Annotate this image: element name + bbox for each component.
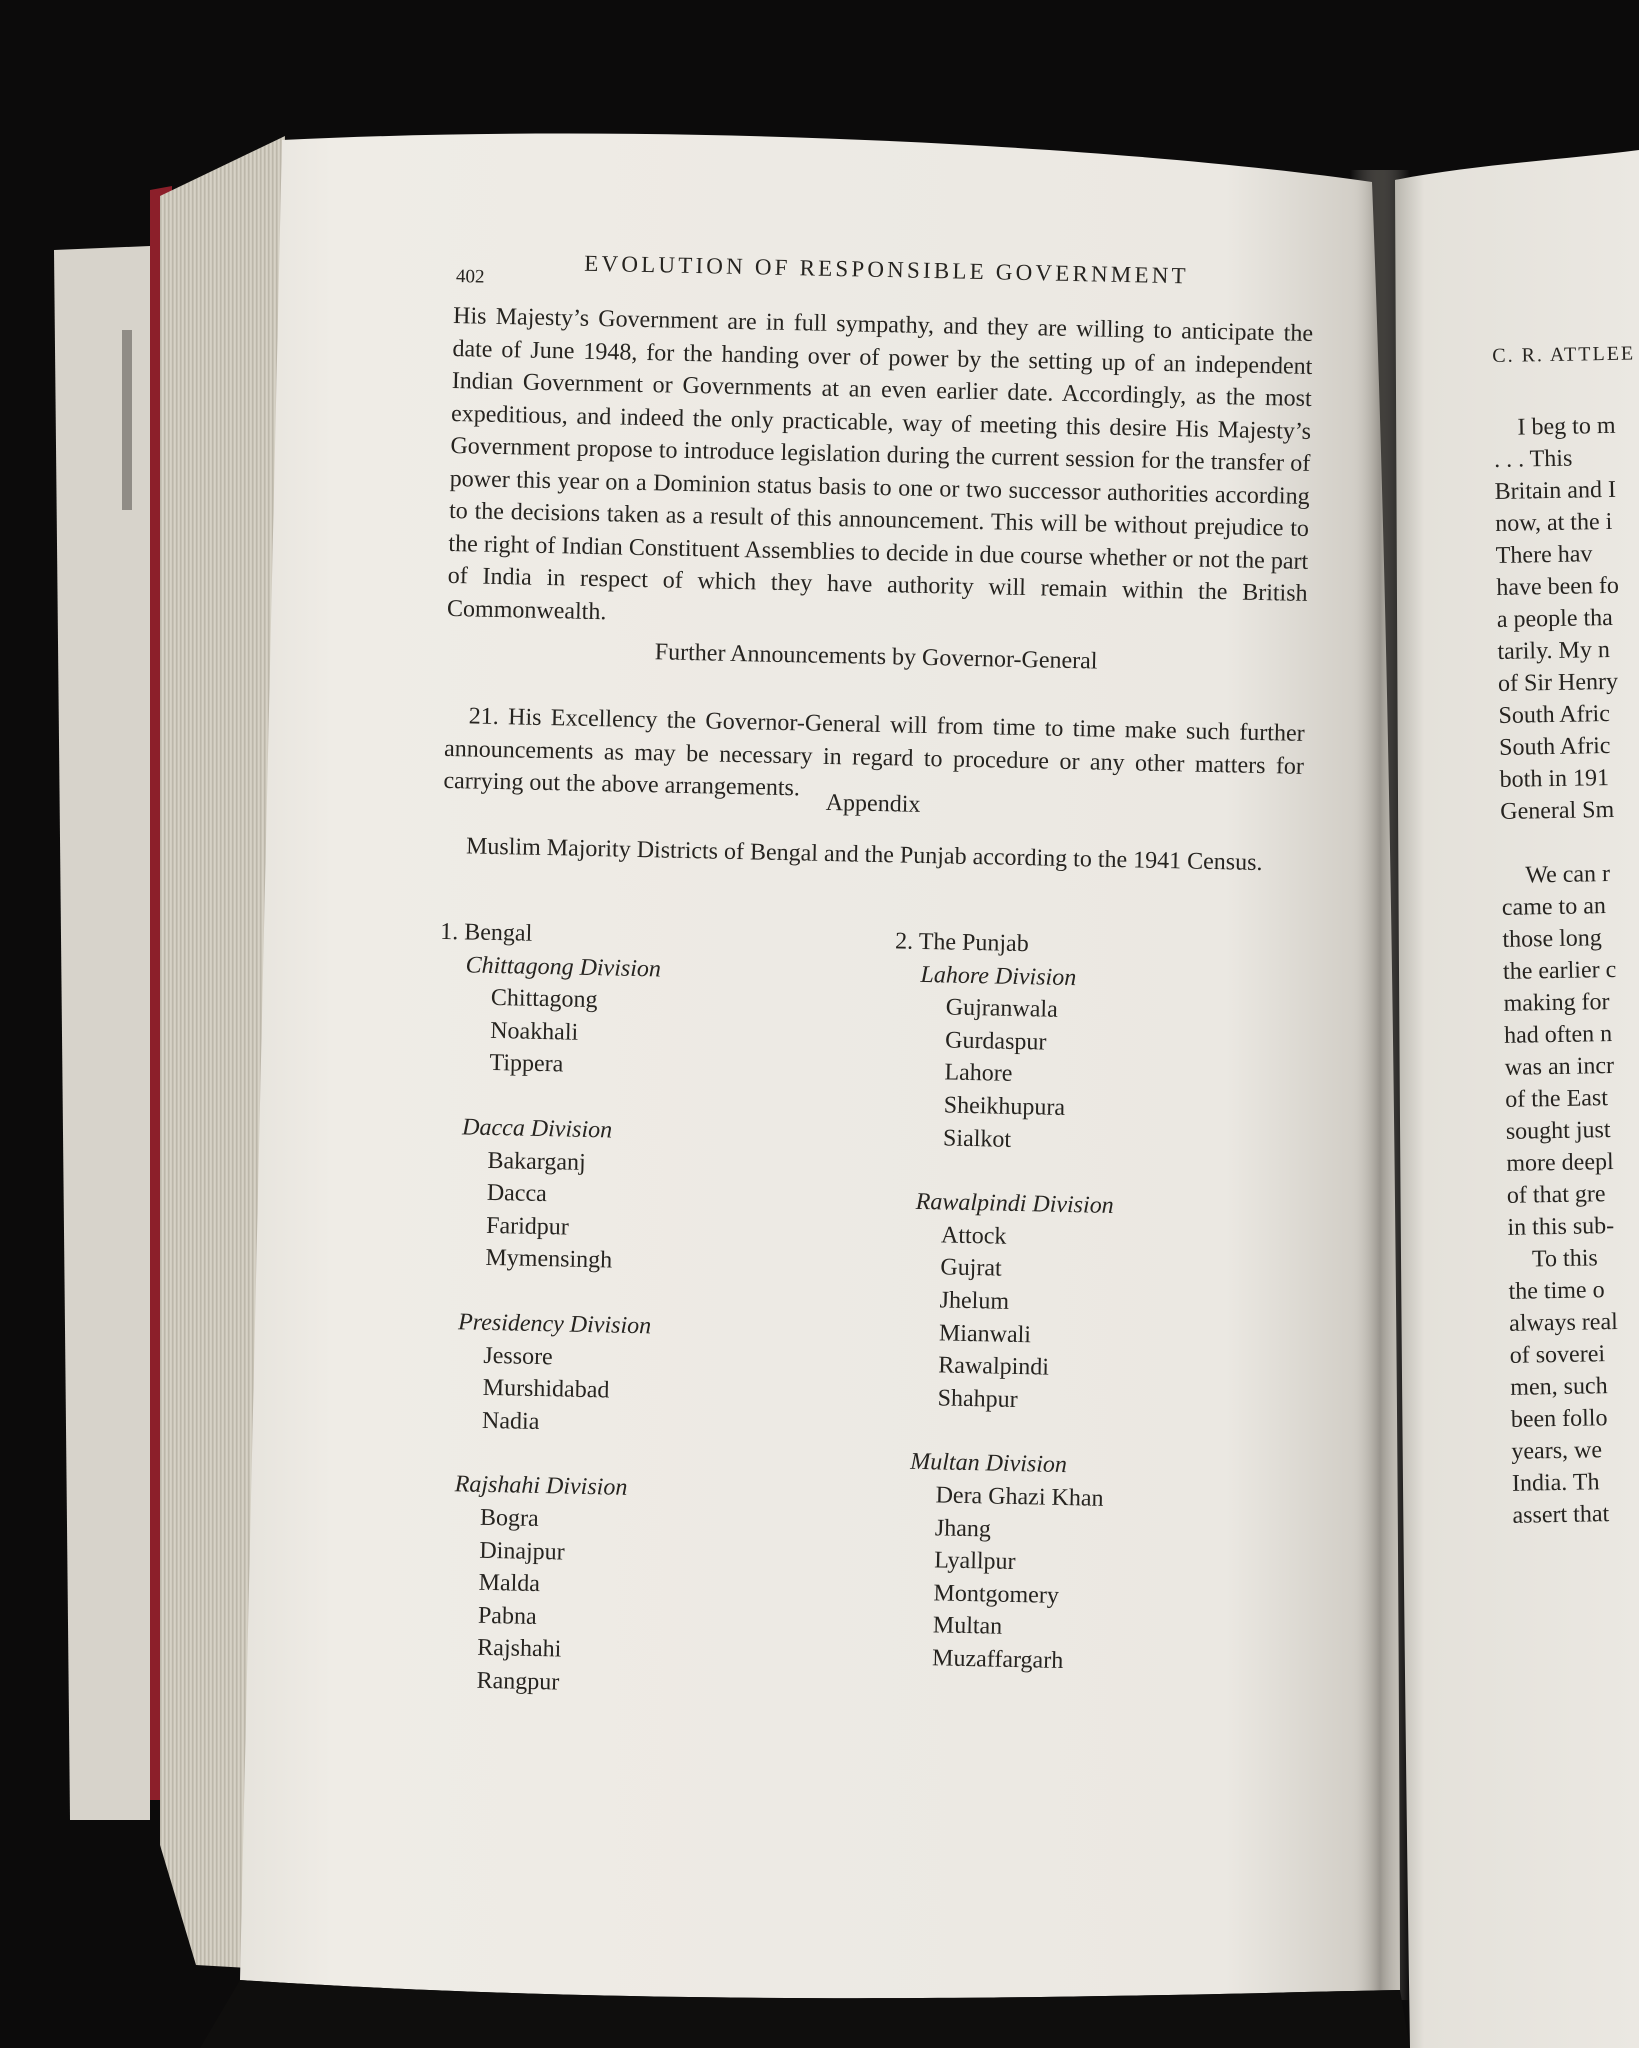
right-text-line: South Afric — [1498, 701, 1611, 729]
heading-appendix: Appendix — [825, 789, 921, 818]
jacket-text-block — [122, 330, 132, 510]
right-text-line: more deepl — [1506, 1149, 1614, 1177]
district: Dinajpur — [479, 1537, 565, 1566]
paragraph-sympathy: His Majesty’s Government are in full sympathy, and they are willing to anticipate the date of June 1948, for the handing over of power by the setting up of an independent Indian Government or Governments at an even earlier date. Accordingly, as the most expeditious, and indeed the only practicable, way of meeting this desire His Majesty’s Government propose to introduce legislation during the current session for the transfer of power this year on a Dominion status basis to one or two successor authorities according to the decisions taken as a result of this announcement. This will be without prejudice to the right of Indian Constituent Assemblies to decide in due course whether or not the part of India in respect of which they have authority will remain within the British Commonwealth. — [446, 302, 1314, 625]
right-text-line: years, we — [1511, 1437, 1603, 1465]
right-text-line: in this sub- — [1507, 1213, 1615, 1241]
district: Jessore — [483, 1342, 554, 1370]
right-text-line: the time o — [1508, 1277, 1605, 1305]
right-text-line: was an incr — [1504, 1052, 1615, 1081]
district: Noakhali — [489, 1017, 579, 1046]
division-dacca: Dacca Division — [461, 1114, 613, 1144]
right-text-line: of Sir Henry — [1497, 668, 1619, 697]
district: Lahore — [944, 1059, 1013, 1088]
district: Dacca — [486, 1180, 548, 1208]
district: Chittagong — [490, 985, 598, 1014]
right-text-line: now, at the i — [1494, 508, 1613, 537]
right-text-line: have been fo — [1496, 572, 1620, 601]
page-number: 402 — [455, 266, 485, 288]
right-text-line: There hav — [1495, 541, 1593, 569]
running-head: EVOLUTION OF RESPONSIBLE GOVERNMENT — [584, 250, 1190, 289]
district: Lyallpur — [933, 1547, 1016, 1576]
district: Rawalpindi — [938, 1352, 1050, 1381]
district: Mianwali — [938, 1319, 1032, 1348]
district: Rajshahi — [477, 1635, 562, 1663]
right-text-line: a people tha — [1496, 604, 1614, 633]
right-text-line: had often n — [1503, 1021, 1613, 1049]
district: Gurdaspur — [944, 1027, 1047, 1056]
district: Dera Ghazi Khan — [935, 1482, 1104, 1512]
district: Murshidabad — [482, 1374, 610, 1404]
right-text-line: of that gre — [1506, 1181, 1606, 1209]
district: Bakarganj — [487, 1147, 586, 1176]
right-text-line: assert that — [1512, 1501, 1610, 1529]
district: Multan — [932, 1612, 1003, 1641]
division-presidency: Presidency Division — [457, 1309, 652, 1340]
province-bengal: 1. Bengal — [440, 918, 533, 947]
district: Pabna — [477, 1602, 537, 1630]
dust-jacket — [54, 246, 150, 1820]
division-lahore: Lahore Division — [920, 961, 1077, 991]
right-text-line: of soverei — [1509, 1341, 1606, 1369]
district: Gujrat — [940, 1254, 1002, 1283]
right-text-line: those long — [1502, 925, 1603, 953]
right-text-line: came to an — [1501, 893, 1607, 921]
district: Sheikhupura — [943, 1092, 1066, 1121]
paragraph-21: 21. His Excellency the Governor-General will from time to time make such further announcements as may be necessary in regard to procedure or any other matters for carrying out the above arrangements. — [443, 703, 1305, 802]
district: Rangpur — [476, 1667, 560, 1696]
district: Jhang — [934, 1514, 992, 1543]
right-text-line: been follo — [1510, 1405, 1608, 1433]
right-text-line: tarily. My n — [1497, 636, 1611, 665]
division-rajshahi: Rajshahi Division — [454, 1471, 628, 1502]
district: Attock — [940, 1222, 1007, 1250]
division-multan: Multan Division — [910, 1449, 1068, 1479]
right-text-line: India. Th — [1511, 1469, 1600, 1497]
district: Malda — [478, 1569, 541, 1598]
right-text-line: sought just — [1505, 1117, 1611, 1145]
district: Sialkot — [942, 1124, 1012, 1153]
district: Muzaffargarh — [931, 1645, 1064, 1674]
right-text-line: I beg to m — [1517, 412, 1616, 441]
right-text-block-a — [1493, 408, 1639, 827]
district: Shahpur — [937, 1385, 1018, 1413]
right-text-line: of the East — [1505, 1085, 1609, 1113]
district: Faridpur — [485, 1212, 570, 1241]
province-punjab: 2. The Punjab — [894, 928, 1029, 958]
punjab-column — [880, 925, 1316, 1682]
district: Jhelum — [939, 1287, 1010, 1315]
right-page-text — [1492, 337, 1639, 1690]
right-text-line: To this — [1531, 1245, 1598, 1273]
right-text-line: men, such — [1510, 1373, 1608, 1401]
district: Mymensingh — [485, 1245, 613, 1274]
division-chittagong: Chittagong Division — [465, 951, 662, 983]
district: Bogra — [479, 1504, 539, 1532]
right-text-line: making for — [1503, 989, 1610, 1017]
district: Montgomery — [933, 1580, 1060, 1609]
right-text-line: . . . This — [1493, 445, 1573, 473]
right-text-line: always real — [1508, 1308, 1618, 1337]
right-text-block-c — [1508, 1240, 1639, 1531]
right-running-head: C. R. ATTLEE — [1492, 342, 1636, 367]
left-page-text — [424, 230, 1335, 1718]
bengal-column — [424, 916, 860, 1705]
right-text-line: both in 191 — [1499, 765, 1610, 793]
district: Tippera — [489, 1050, 564, 1078]
right-text-block-b — [1501, 856, 1639, 1243]
district: Nadia — [481, 1407, 540, 1435]
right-text-line: the earlier c — [1502, 956, 1617, 985]
heading-further-announcements: Further Announcements by Governor-General — [654, 639, 1098, 675]
right-text-line: We can r — [1525, 861, 1611, 889]
right-text-line: South Afric — [1498, 732, 1611, 761]
paragraph-muslim-majority: Muslim Majority Districts of Bengal and the Punjab according to the 1941 Census. — [465, 833, 1263, 877]
district: Gujranwala — [945, 994, 1059, 1023]
right-text-line: Britain and I — [1494, 476, 1617, 505]
right-text-line: General Sm — [1500, 796, 1615, 825]
division-rawalpindi: Rawalpindi Division — [915, 1189, 1114, 1220]
